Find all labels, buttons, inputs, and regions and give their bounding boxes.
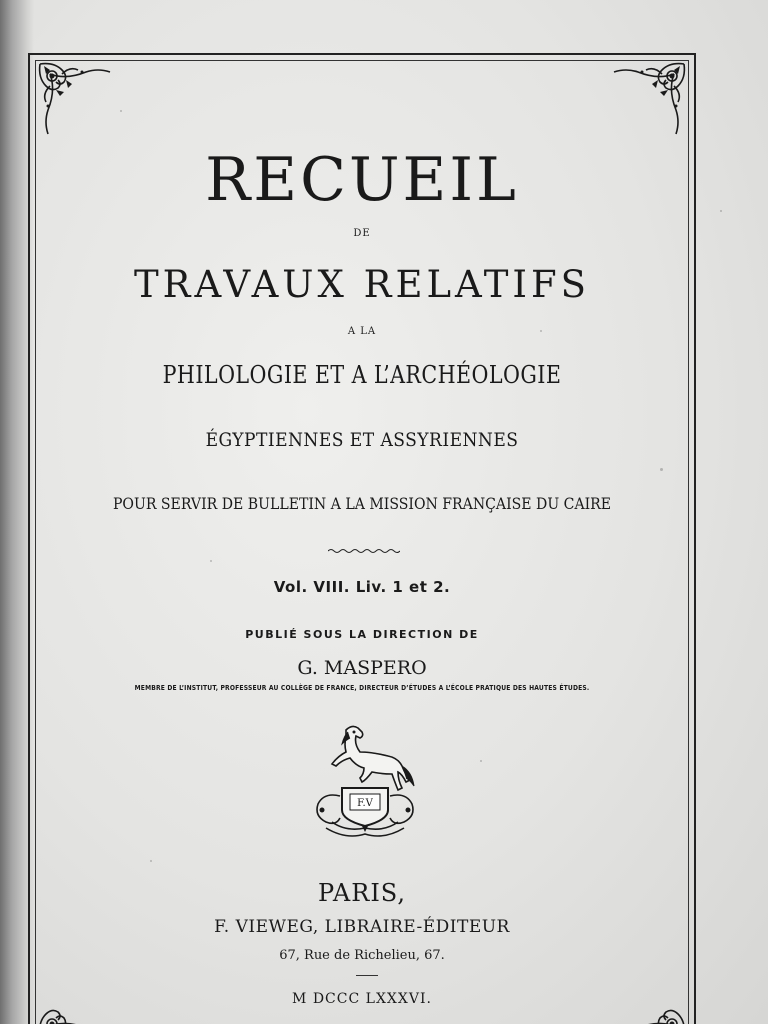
subtitle-philologie: PHILOLOGIE ET A L’ARCHÉOLOGIE [162,361,562,389]
publisher-emblem [306,722,424,844]
paper-speckle [720,210,722,212]
subtitle-travaux-relatifs: TRAVAUX RELATIFS [133,263,591,306]
volume-line: Vol. VIII. Liv. 1 et 2. [273,578,451,596]
short-rule [356,975,378,976]
publisher-name: F. VIEWEG, LIBRAIRE-ÉDITEUR [214,917,510,937]
publication-city: PARIS, [317,879,407,907]
connector-de: DE [353,228,371,239]
main-title: RECUEIL [205,145,519,215]
publication-year: M DCCC LXXXVI. [292,991,432,1007]
direction-line: PUBLIÉ SOUS LA DIRECTION DE [245,628,479,641]
corner-ornament-top-left [36,60,116,140]
wavy-divider [328,539,400,545]
corner-ornament-top-right [608,60,688,140]
editor-name: G. MASPERO [297,657,427,679]
purpose-line: POUR SERVIR DE BULLETIN A LA MISSION FRANÇAISE DU CAIRE [112,494,612,513]
connector-a-la: A LA [347,326,377,337]
emblem-monogram: F.V [357,798,373,809]
subtitle-egyptiennes: ÉGYPTIENNES ET ASSYRIENNES [205,429,519,451]
editor-credentials: MEMBRE DE L’INSTITUT, PROFESSEUR AU COLLÈGE DE FRANCE, DIRECTEUR D’ÉTUDES A L’ÉCOLE PRATIQUE DES HAUTES ÉTUDES. [134,684,590,692]
publisher-address: 67, Rue de Richelieu, 67. [279,948,445,963]
